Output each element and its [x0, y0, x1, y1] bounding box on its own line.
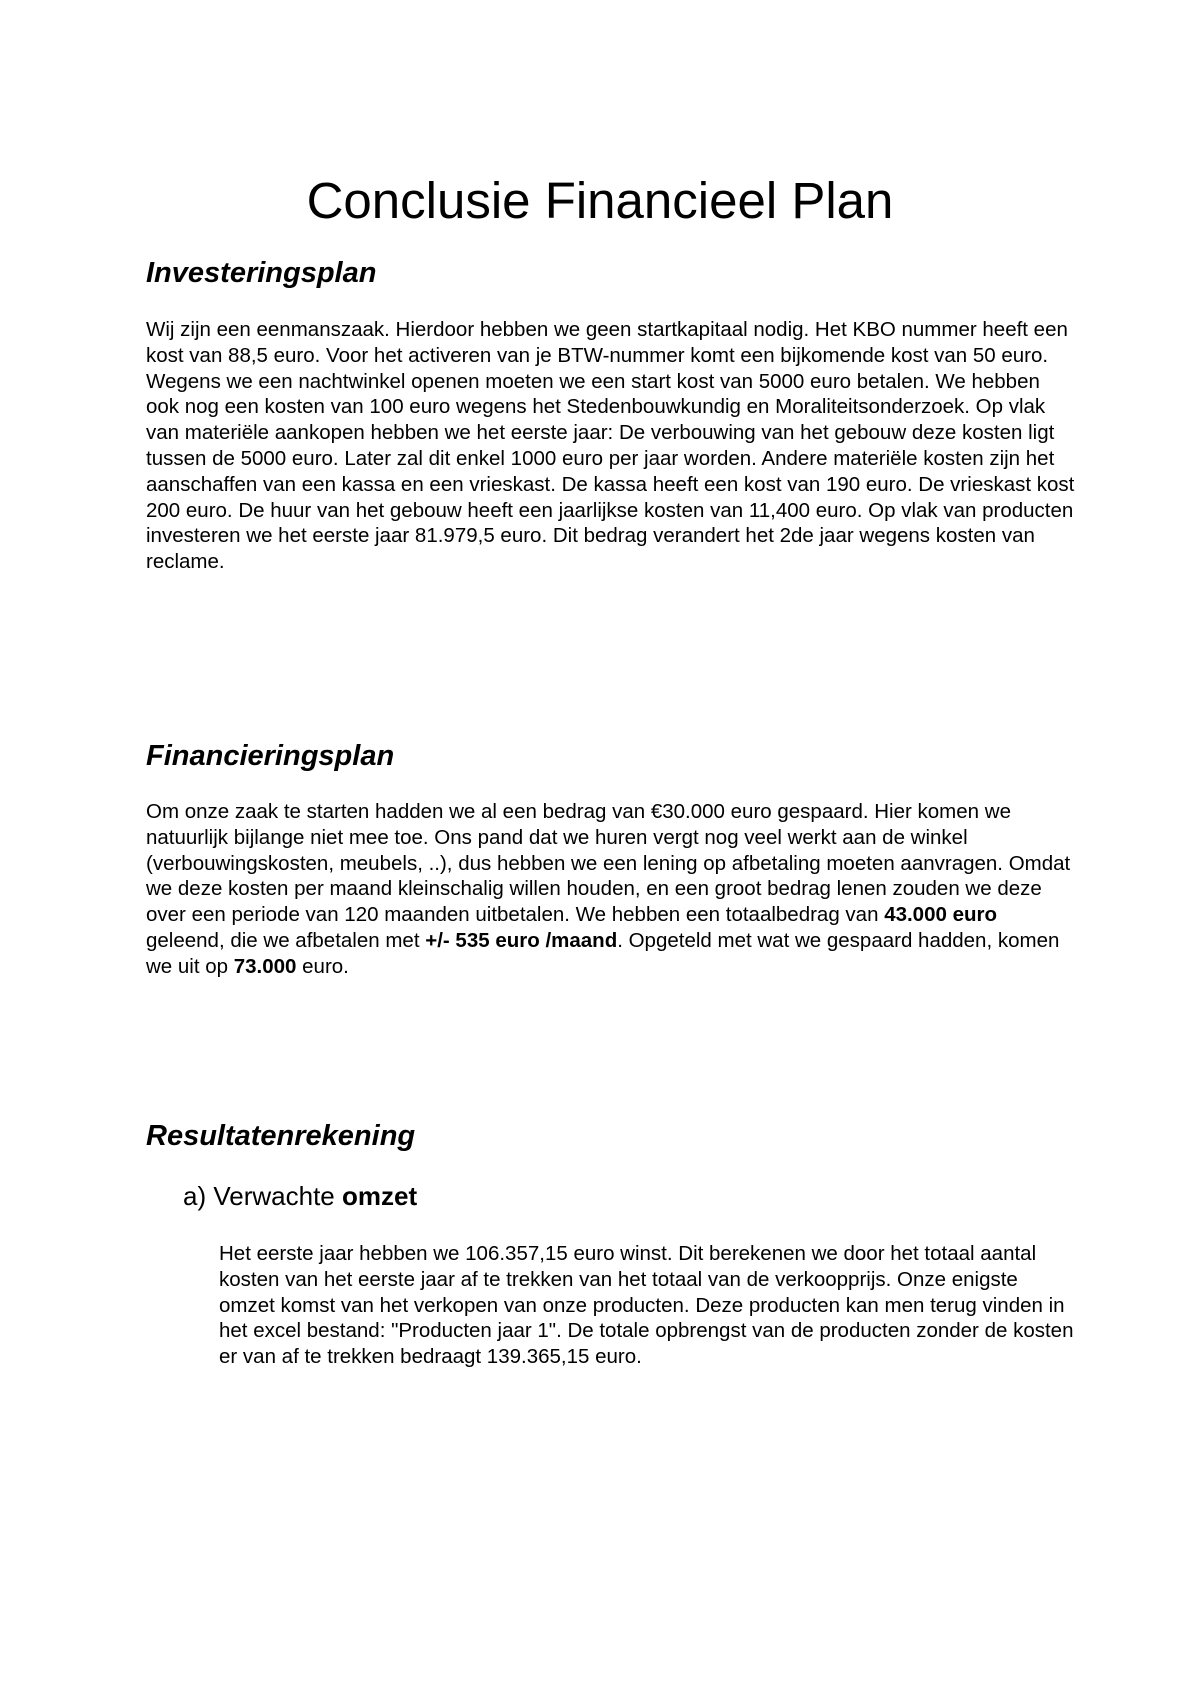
financiering-text-2: geleend, die we afbetalen met — [146, 928, 426, 952]
financiering-total-amount: 73.000 — [233, 954, 297, 978]
paragraph-financieringsplan — [146, 799, 1076, 980]
paragraph-investeringsplan: Wij zijn een eenmanszaak. Hierdoor hebben we geen startkapitaal nodig. Het KBO nummer heeft een kost van 88,5 euro. Voor het activeren van je BTW-nummer komt een bijkomende kost van 50 euro. Wegens we een nachtwinkel openen moeten we een start kost van 5000 euro betalen. We hebben ook nog een kosten van 100 euro wegens het Stedenbouwkundig en Moraliteitsonderzoek. Op vlak van materiële aankopen hebben we het eerste jaar: De verbouwing van het gebouw deze kosten ligt tussen de 5000 euro. Later zal dit enkel 1000 euro per jaar worden. Andere materiële kosten zijn het aanschaffen van een kassa en een vrieskast. De kassa heeft een kost van 190 euro. De vrieskast kost 200 euro. De huur van het gebouw heeft een jaarlijkse kosten van 11,400 euro. Op vlak van producten investeren we het eerste jaar 81.979,5 euro. Dit bedrag verandert het 2de jaar wegens kosten van reclame. — [146, 318, 1075, 574]
subheading-marker: a) — [183, 1181, 207, 1211]
financiering-loan-amount: 43.000 euro — [884, 903, 998, 927]
subheading-label-plain: Verwachte — [213, 1181, 335, 1211]
paragraph-verwachte-omzet: Het eerste jaar hebben we 106.357,15 euro winst. Dit berekenen we door het totaal aantal kosten van het eerste jaar af te trekken van het totaal van de verkoopprijs. Onze enigste omzet komst van het verkopen van onze producten. Deze producten kan men terug vinden in het excel bestand: "Producten jaar 1". De totale opbrengst van de producten zonder de kosten er van af te trekken bedraagt 139.365,15 euro. — [219, 1242, 1074, 1369]
page-title: Conclusie Financieel Plan — [306, 172, 894, 229]
heading-resultatenrekening: Resultatenrekening — [146, 1120, 416, 1152]
financiering-monthly-payment: +/- 535 euro /maand — [425, 928, 618, 952]
financiering-text-4: euro. — [296, 954, 349, 978]
heading-investeringsplan: Investeringsplan — [146, 257, 377, 289]
heading-financieringsplan: Financieringsplan — [146, 740, 395, 772]
subheading-verwachte-omzet — [183, 1180, 417, 1212]
financiering-text-1: Om onze zaak te starten hadden we al een bedrag van €30.000 euro gespaard. Hier komen we natuurlijk bijlange niet mee toe. Ons pand dat we huren vergt nog veel werkt aan de winkel (verbouwingskosten, meubels, ..), dus hebben we een lening op afbetaling moeten aanvragen. Omdat we deze kosten per maand kleinschalig willen houden, en een groot bedrag lenen zouden we deze over een periode van 120 maanden uitbetalen. We hebben een totaalbedrag van — [146, 800, 1071, 927]
subheading-label-bold: omzet — [342, 1181, 418, 1211]
financiering-text-3: . Opgeteld met wat we gespaard hadden, komen we uit op — [146, 928, 1060, 978]
